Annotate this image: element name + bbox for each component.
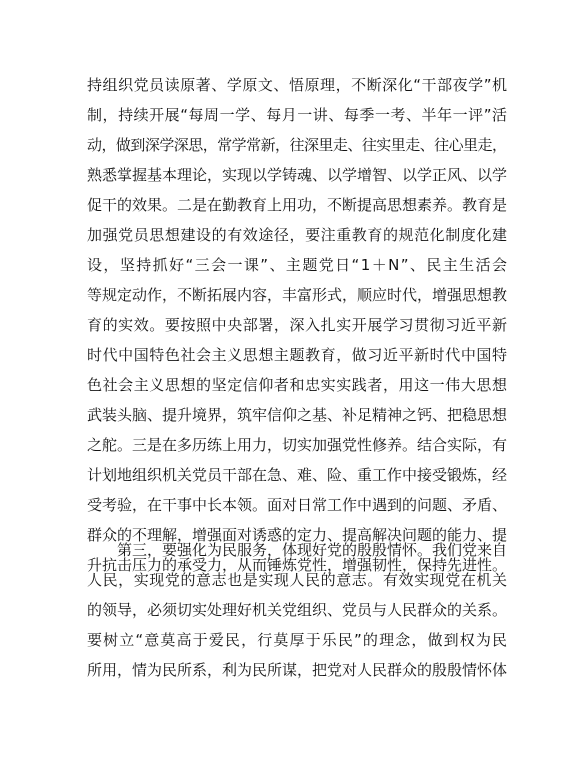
text-line: 时代中国特色社会主义思想主题教育，做习近平新时代中国特 [87,346,508,364]
text-line: 升抗击压力的承受力，从而锤炼党性，增强韧性，保持先进性。 [87,556,507,574]
text-line: 制，持续开展“每周一学、每月一讲、每季一考、半年一评”活 [87,106,508,124]
text-line: 武装头脑、提升境界，筑牢信仰之基、补足精神之钙、把稳思想 [87,406,507,424]
text-line: 之舵。三是在多历练上用力，切实加强党性修养。结合实际，有 [87,436,507,454]
text-line: 育的实效。要按照中央部署，深入扎实开展学习贯彻习近平新 [87,316,508,334]
text-line: 色社会主义思想的坚定信仰者和忠实实践者，用这一伟大思想 [87,376,508,394]
text-line: 计划地组织机关党员干部在急、难、险、重工作中接受锻炼，经 [87,466,507,484]
text-line: 加强党员思想建设的有效途径，要注重教育的规范化制度化建 [87,226,508,244]
text-line: 群众的不理解，增强面对诱惑的定力、提高解决问题的能力、提 [87,526,507,544]
text-line: 人民，实现党的意志也是实现人民的意志。有效实现党在机关 [87,571,508,589]
paragraph-continued [87,70,507,580]
text-line: 所用，情为民所系，利为民所谋，把党对人民群众的殷殷情怀体 [87,661,507,679]
text-line: 等规定动作，不断拓展内容，丰富形式，顺应时代，增强思想教 [87,286,507,304]
text-line: 持组织党员读原著、学原文、悟原理，不断深化“干部夜学”机 [87,76,508,94]
text-line: 的领导，必须切实处理好机关党组织、党员与人民群众的关系。 [87,601,507,619]
text-line: 促干的效果。二是在勤教育上用功，不断提高思想素养。教育是 [87,196,507,214]
text-line: 要树立“意莫高于爱民，行莫厚于乐民”的理念，做到权为民 [87,631,509,649]
paragraph-third-point [87,535,507,685]
text-line: 第三，要强化为民服务，体现好党的殷殷情怀。我们党来自 [87,541,507,559]
text-line: 动，做到深学深思，常学常新，往深里走、往实里走、往心里走， [87,136,507,154]
text-line: 设，坚持抓好“三会一课”、主题党日“1＋N”、民主生活会 [87,256,509,274]
text-line: 熟悉掌握基本理论，实现以学铸魂、以学增智、以学正风、以学 [87,166,507,184]
text-line: 受考验，在干事中长本领。面对日常工作中遇到的问题、矛盾、 [87,496,507,514]
